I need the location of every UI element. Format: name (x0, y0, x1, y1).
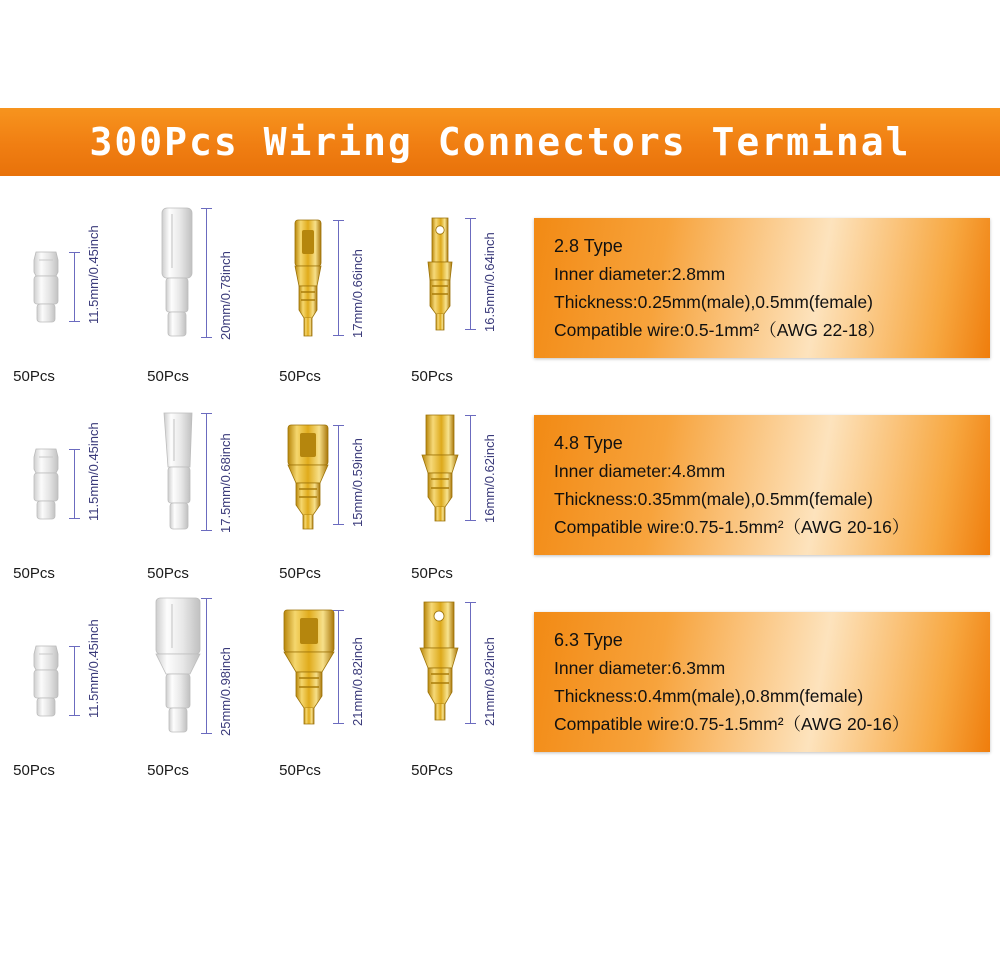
female-sleeve-illustration (130, 190, 260, 355)
dimension-label: 16.5mm/0.64inch (482, 232, 497, 332)
part-male-spade-terminal (390, 387, 520, 584)
dimension-label: 25mm/0.98inch (218, 647, 233, 736)
part-female-spade-terminal (260, 387, 390, 584)
dimension-line (74, 252, 75, 322)
part-female-sleeve (130, 584, 260, 781)
dimension-label: 21mm/0.82inch (482, 637, 497, 726)
dimension-line (206, 598, 207, 734)
spec-box-6-3 (534, 612, 990, 752)
quantity-label: 50Pcs (411, 368, 453, 385)
spec-box-2-8 (534, 218, 990, 358)
dimension-line (470, 415, 471, 521)
quantity-label: 50Pcs (147, 565, 189, 582)
part-male-spade-terminal (390, 190, 520, 387)
dimension-label: 20mm/0.78inch (218, 251, 233, 340)
part-female-sleeve (130, 190, 260, 387)
parts-group (0, 584, 520, 781)
part-bullet-sleeve (0, 584, 130, 781)
parts-group (0, 190, 520, 387)
bullet-sleeve-illustration (0, 584, 130, 749)
female-sleeve-illustration (130, 387, 260, 552)
spec-inner-diameter: Inner diameter:4.8mm (554, 461, 726, 481)
spec-thickness: Thickness:0.35mm(male),0.5mm(female) (554, 489, 873, 509)
quantity-label: 50Pcs (279, 565, 321, 582)
male-spade-illustration (390, 190, 520, 355)
product-row (0, 387, 1000, 584)
part-female-spade-terminal (260, 584, 390, 781)
spec-type: 4.8 Type (554, 433, 623, 453)
spec-wire: Compatible wire:0.75-1.5mm²（AWG 20-16） (554, 714, 910, 734)
spec-wire: Compatible wire:0.75-1.5mm²（AWG 20-16） (554, 517, 910, 537)
dimension-line (206, 413, 207, 531)
part-bullet-sleeve (0, 387, 130, 584)
quantity-label: 50Pcs (279, 368, 321, 385)
quantity-label: 50Pcs (147, 368, 189, 385)
spec-wire: Compatible wire:0.5-1mm²（AWG 22-18） (554, 320, 885, 340)
dimension-line (338, 425, 339, 525)
dimension-line (470, 602, 471, 724)
quantity-label: 50Pcs (411, 565, 453, 582)
male-spade-illustration (390, 584, 520, 749)
product-rows (0, 190, 1000, 781)
bullet-sleeve-illustration (0, 387, 130, 552)
quantity-label: 50Pcs (411, 762, 453, 779)
spec-type: 6.3 Type (554, 630, 623, 650)
part-male-spade-terminal (390, 584, 520, 781)
dimension-line (74, 449, 75, 519)
dimension-label: 11.5mm/0.45inch (86, 422, 101, 521)
quantity-label: 50Pcs (279, 762, 321, 779)
dimension-line (338, 220, 339, 336)
spec-box-4-8 (534, 415, 990, 555)
parts-group (0, 387, 520, 584)
dimension-line (338, 610, 339, 724)
quantity-label: 50Pcs (13, 368, 55, 385)
part-female-spade-terminal (260, 190, 390, 387)
female-spade-illustration (260, 584, 390, 749)
dimension-label: 15mm/0.59inch (350, 438, 365, 527)
product-row (0, 584, 1000, 781)
dimension-label: 16mm/0.62inch (482, 434, 497, 523)
spec-type: 2.8 Type (554, 236, 623, 256)
product-row (0, 190, 1000, 387)
quantity-label: 50Pcs (147, 762, 189, 779)
dimension-line (206, 208, 207, 338)
dimension-label: 11.5mm/0.45inch (86, 619, 101, 718)
page-title: 300Pcs Wiring Connectors Terminal (89, 120, 911, 164)
dimension-label: 17.5mm/0.68inch (218, 433, 233, 533)
dimension-label: 17mm/0.66inch (350, 249, 365, 338)
title-banner (0, 108, 1000, 176)
part-bullet-sleeve (0, 190, 130, 387)
dimension-label: 21mm/0.82inch (350, 637, 365, 726)
male-spade-illustration (390, 387, 520, 552)
female-spade-illustration (260, 190, 390, 355)
part-female-sleeve (130, 387, 260, 584)
female-spade-illustration (260, 387, 390, 552)
spec-inner-diameter: Inner diameter:2.8mm (554, 264, 726, 284)
quantity-label: 50Pcs (13, 565, 55, 582)
dimension-line (74, 646, 75, 716)
spec-thickness: Thickness:0.4mm(male),0.8mm(female) (554, 686, 864, 706)
quantity-label: 50Pcs (13, 762, 55, 779)
female-sleeve-illustration (130, 584, 260, 749)
spec-thickness: Thickness:0.25mm(male),0.5mm(female) (554, 292, 873, 312)
bullet-sleeve-illustration (0, 190, 130, 355)
spec-inner-diameter: Inner diameter:6.3mm (554, 658, 726, 678)
dimension-label: 11.5mm/0.45inch (86, 225, 101, 324)
dimension-line (470, 218, 471, 330)
